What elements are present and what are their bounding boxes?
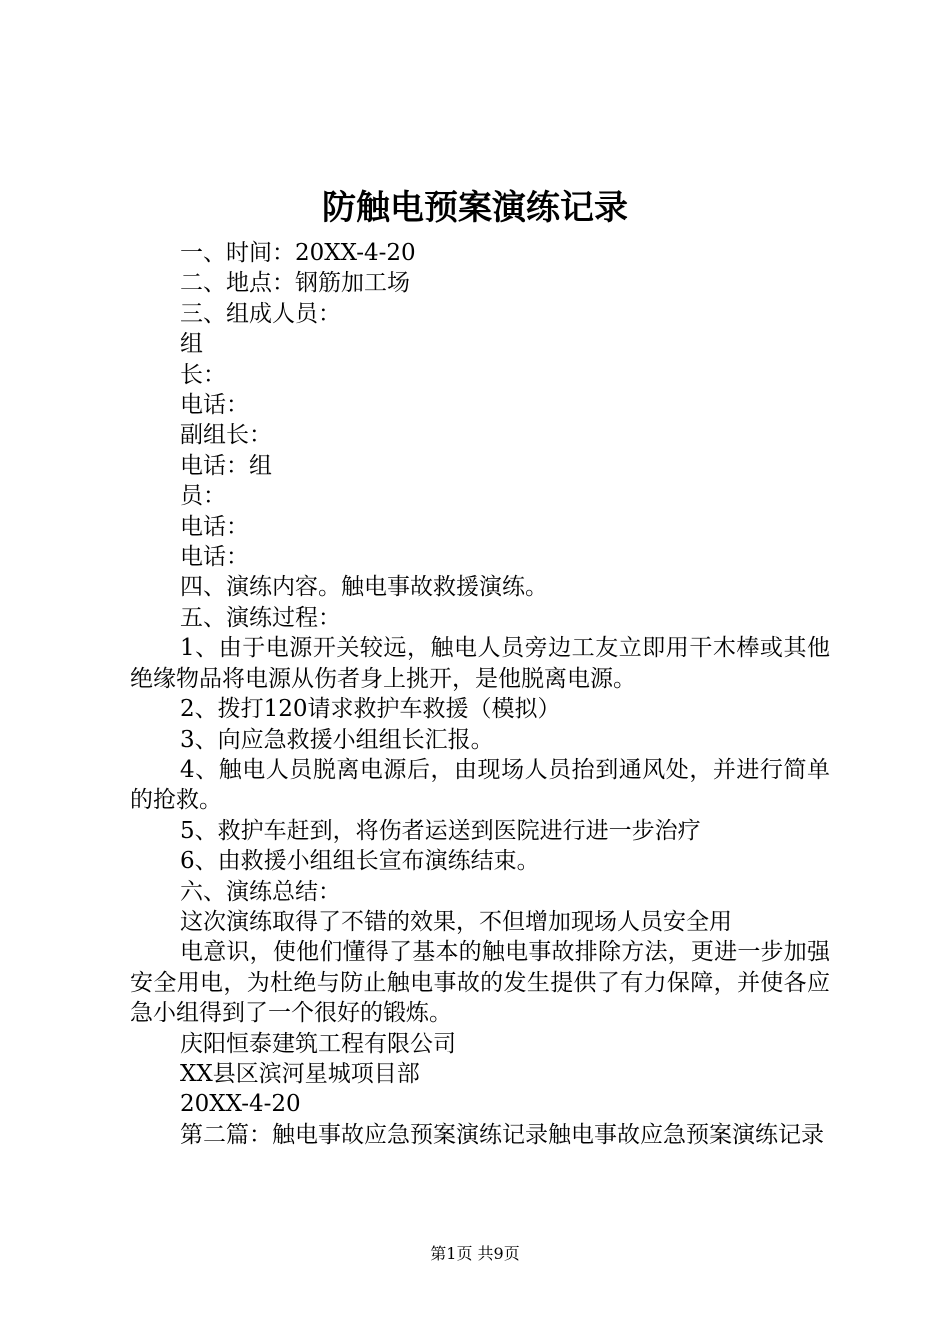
process-step-6: 6、由救援小组组长宣布演练结束。 xyxy=(180,848,540,875)
process-step-4: 4、触电人员脱离电源后，由现场人员抬到通风处，并进行简单的抢救。 xyxy=(130,756,830,814)
member-phone-2: 电话： xyxy=(180,544,249,571)
summary-paragraph: 电意识，使他们懂得了基本的触电事故排除方法，更进一步加强安全用电，为杜绝与防止触电事故的发生提供了有力保障，并使各应急小组得到了一个很好的锻炼。 xyxy=(130,939,830,1027)
process-step-1: 1、由于电源开关较远，触电人员旁边工友立即用干木棒或其他绝缘物品将电源从伤者身上挑开，是他脱离电源。 xyxy=(130,635,830,692)
leader-label-part1: 组 xyxy=(180,331,203,358)
location-line: 二、地点：钢筋加工场 xyxy=(180,270,410,297)
member-phone-1: 电话： xyxy=(180,513,249,540)
signature-date: 20XX-4-20 xyxy=(180,1091,301,1118)
process-step-3: 3、向应急救援小组组长汇报。 xyxy=(180,726,494,753)
leader-label-part2: 长： xyxy=(180,361,226,388)
document-title: 防触电预案演练记录 xyxy=(322,188,628,228)
leader-phone: 电话： xyxy=(180,392,249,419)
deputy-leader-label: 副组长： xyxy=(180,422,272,449)
next-section-title: 第二篇：触电事故应急预案演练记录触电事故应急预案演练记录 xyxy=(180,1121,824,1148)
process-step-5: 5、救护车赶到，将伤者运送到医院进行进一步治疗 xyxy=(180,817,701,844)
members-heading: 三、组成人员： xyxy=(180,300,341,327)
summary-heading: 六、演练总结： xyxy=(180,878,341,905)
page-footer: 第1页 共9页 xyxy=(430,1244,520,1263)
summary-first-line: 这次演练取得了不错的效果，不但增加现场人员安全用 xyxy=(180,908,732,935)
member-label: 员： xyxy=(180,483,226,510)
department-name: XX县区滨河星城项目部 xyxy=(180,1060,420,1087)
drill-content-line: 四、演练内容。触电事故救援演练。 xyxy=(180,574,548,601)
drill-process-heading: 五、演练过程： xyxy=(180,604,341,631)
time-line: 一、时间：20XX-4-20 xyxy=(180,240,416,266)
process-step-2: 2、拨打120请求救护车救援（模拟） xyxy=(180,696,561,723)
deputy-phone-member-label: 电话：组 xyxy=(180,452,272,479)
document-body xyxy=(130,238,830,1150)
company-name: 庆阳恒泰建筑工程有限公司 xyxy=(180,1030,456,1057)
